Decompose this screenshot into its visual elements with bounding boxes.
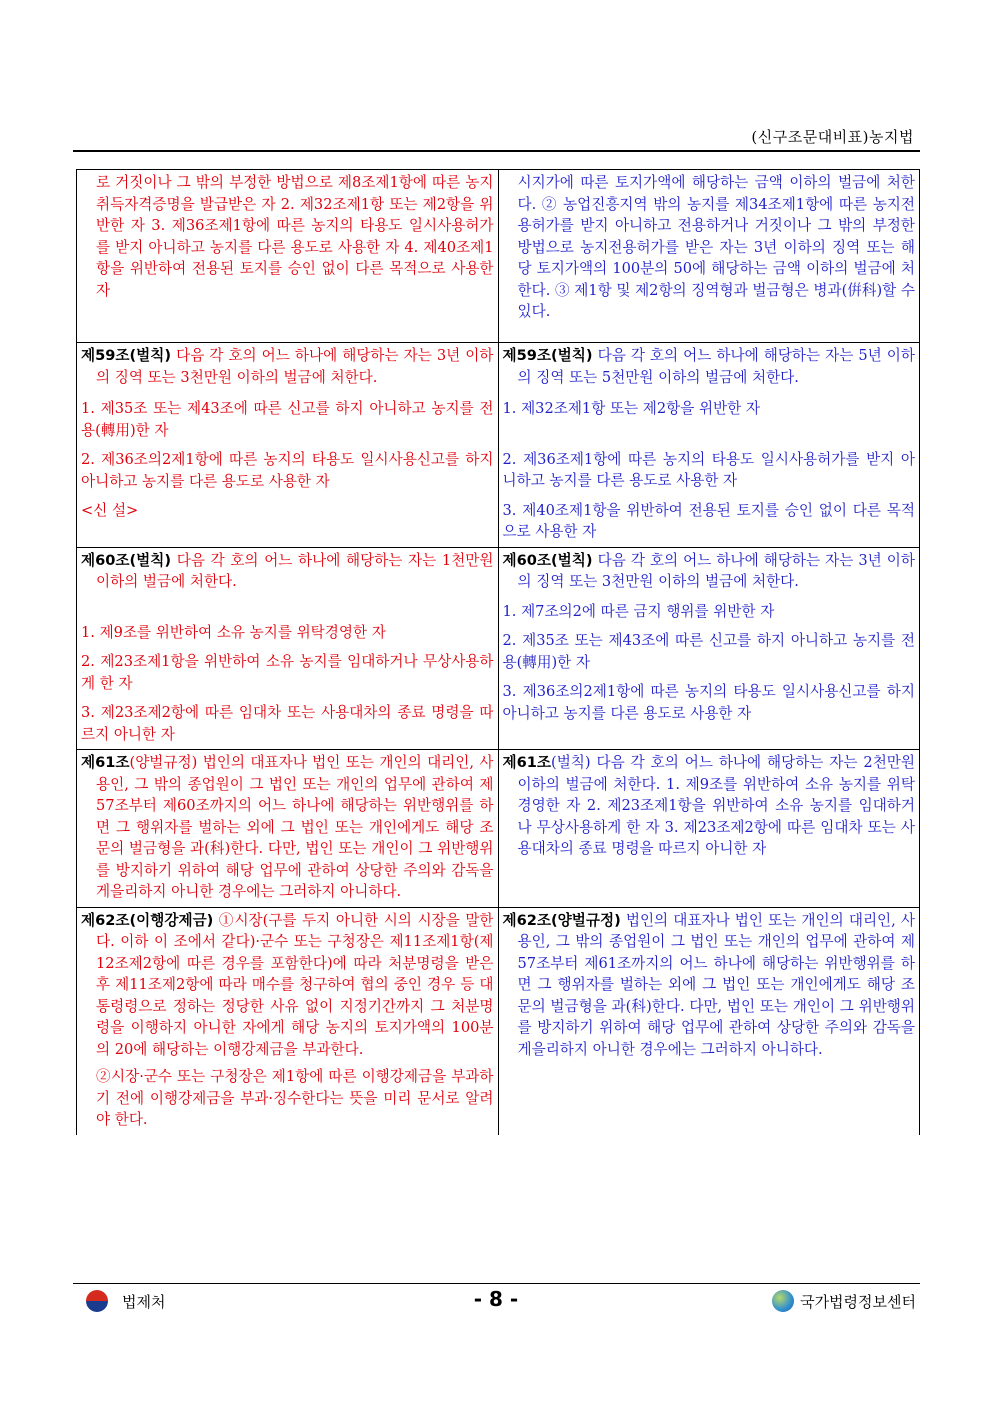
table-row [77, 343, 920, 548]
new-provision-cell [498, 750, 920, 908]
article-item: 2. 제23조제1항을 위반하여 소유 농지를 임대하거나 무상사용하게 한 자 [81, 653, 494, 692]
article-item: 2. 제36조의2제1항에 따른 농지의 타용도 일시사용신고를 하지 아니하고 농지를 다른 용도로 사용한 자 [81, 451, 494, 490]
article-title: 제59조(벌칙) [81, 347, 172, 364]
article-title: 제62조(양벌규정) [502, 911, 621, 929]
article-intro: 다음 각 호의 어느 하나에 해당하는 자는 3년 이하의 징역 또는 3천만원 이하의 벌금에 처한다. [517, 551, 915, 590]
article-subtitle: (벌칙) [551, 754, 591, 771]
article-item: 1. 제32조제1항 또는 제2항을 위반한 자 [502, 400, 761, 417]
table-row [77, 907, 920, 1135]
new-provision-cell [498, 547, 920, 750]
new-provision-cell [498, 343, 920, 548]
globe-logo-icon [772, 1290, 794, 1312]
old-provision-cell [77, 170, 499, 343]
article-intro: 다음 각 호의 어느 하나에 해당하는 자는 1천만원 이하의 벌금에 처한다. [96, 551, 494, 590]
footer-right [772, 1290, 916, 1312]
old-provision-cell [77, 907, 499, 1135]
article-intro: ①시장(구를 두지 아니한 시의 시장을 말한다. 이하 이 조에서 같다)·군수 또는 구청장은 제11조제1항(제12조제2항에 따른 경우를 포함한다)에 따라 처분명령을 받은 후 제11조제2항에 따라 매수를 청구하여 협의 중인 경우 등 대통령령으로 정하는 정당한 사유 없이 지정기간까지 그 처분명령을 이행하지 아니한 자에게 해당 농지의 토지가액의 100분의 20에 해당하는 이행강제금을 부과한다. [96, 911, 494, 1058]
article-intro: 법인의 대표자나 법인 또는 개인의 대리인, 사용인, 그 밖의 종업원이 그 법인 또는 개인의 업무에 관하여 제57조부터 제61조까지의 어느 하나에 해당하는 위반행위를 하면 그 행위자를 벌하는 외에 그 법인 또는 개인에게도 해당 조문의 벌금형을 과(科)한다. 다만, 법인 또는 개인이 그 위반행위를 방지하기 위하여 해당 업무에 관하여 상당한 주의와 감독을 게을리하지 아니한 경우에는 그러하지 아니하다. [517, 911, 915, 1058]
footer-center-label: 국가법령정보센터 [800, 1292, 916, 1311]
article-item: 1. 제9조를 위반하여 소유 농지를 위탁경영한 자 [81, 623, 386, 641]
article-title: 제60조(벌칙) [502, 551, 593, 569]
article-item: 2. 제35조 또는 제43조에 따른 신고를 하지 아니하고 농지를 전용(轉用)한 자 [502, 632, 915, 671]
header-divider [73, 150, 920, 152]
provision-text: 로 거짓이나 그 밖의 부정한 방법으로 제8조제1항에 따른 농지취득자격증명을 발급받은 자 2. 제32조제1항 또는 제2항을 위반한 자 3. 제36조제1항에 따른 농지의 타용도 일시사용허가를 받지 아니하고 농지를 다른 용도로 사용한 자 4. 제40조제1항을 위반하여 전용된 토지를 승인 없이 다른 목적으로 사용한 자 [96, 174, 494, 299]
table-row [77, 547, 920, 750]
table-row [77, 750, 920, 908]
table-row [77, 170, 920, 343]
article-intro: 법인의 대표자나 법인 또는 개인의 대리인, 사용인, 그 밖의 종업원이 그 법인 또는 개인의 업무에 관하여 제57조부터 제60조까지의 어느 하나에 해당하는 위반행위를 하면 그 행위자를 벌하는 외에 그 법인 또는 개인에게도 해당 조문의 벌금형을 과(科)한다. 다만, 법인 또는 개인이 그 위반행위를 방지하기 위하여 해당 업무에 관하여 상당한 주의와 감독을 게을리하지 아니한 경우에는 그러하지 아니하다. [96, 754, 494, 900]
article-title: 제59조(벌칙) [502, 347, 593, 364]
old-provision-cell [77, 750, 499, 908]
article-item: 1. 제35조 또는 제43조에 따른 신고를 하지 아니하고 농지를 전용(轉用)한 자 [81, 400, 494, 439]
article-item: <신 설> [81, 502, 139, 519]
old-provision-cell [77, 547, 499, 750]
article-item: ②시장·군수 또는 구청장은 제1항에 따른 이행강제금을 부과하기 전에 이행강제금을 부과·징수한다는 뜻을 미리 문서로 알려야 한다. [96, 1068, 494, 1128]
new-provision-cell [498, 170, 920, 343]
article-item: 3. 제40조제1항을 위반하여 전용된 토지를 승인 없이 다른 목적으로 사용한 자 [502, 501, 915, 540]
document-header-title: (신구조문대비표)농지법 [751, 128, 914, 146]
comparison-table [76, 169, 920, 1135]
article-title: 제62조(이행강제금) [81, 911, 214, 929]
article-item: 3. 제36조의2제1항에 따른 농지의 타용도 일시사용신고를 하지 아니하고 농지를 다른 용도로 사용한 자 [502, 683, 915, 722]
article-intro: 다음 각 호의 어느 하나에 해당하는 자는 5년 이하의 징역 또는 5천만원 이하의 벌금에 처한다. [517, 347, 915, 386]
old-provision-cell [77, 343, 499, 548]
article-subtitle: (양벌규정) [129, 754, 198, 771]
article-title: 제60조(벌칙) [81, 551, 172, 569]
footer-org-label: 법제처 [122, 1292, 166, 1311]
article-intro: 다음 각 호의 어느 하나에 해당하는 자는 3년 이하의 징역 또는 3천만원 이하의 벌금에 처한다. [96, 347, 494, 386]
new-provision-cell [498, 907, 920, 1135]
article-intro: 다음 각 호의 어느 하나에 해당하는 자는 2천만원 이하의 벌금에 처한다. 1. 제9조를 위반하여 소유 농지를 위탁경영한 자 2. 제23조제1항을 위반하여 소유 농지를 임대하거나 무상사용하게 한 자 3. 제23조제2항에 따른 임대차 또는 사용대차의 종료 명령을 따르지 아니한 자 [517, 754, 915, 857]
article-item: 3. 제23조제2항에 따른 임대차 또는 사용대차의 종료 명령을 따르지 아니한 자 [81, 704, 494, 743]
page-number: - 8 - [473, 1287, 519, 1311]
article-item: 2. 제36조제1항에 따른 농지의 타용도 일시사용허가를 받지 아니하고 농지를 다른 용도로 사용한 자 [502, 450, 915, 489]
provision-text: 시지가에 따른 토지가액에 해당하는 금액 이하의 벌금에 처한다. ② 농업진흥지역 밖의 농지를 제34조제1항에 따른 농지전용허가를 받지 아니하고 전용하거나 거짓이나 그 밖의 부정한 방법으로 농지전용허가를 받은 자는 3년 이하의 징역 또는 해당 토지가액의 100분의 50에 해당하는 금액 이하의 벌금에 처한다. ③ 제1항 및 제2항의 징역형과 벌금형은 병과(倂科)할 수 있다. [517, 174, 915, 320]
article-title: 제61조 [81, 754, 130, 771]
footer-divider [73, 1283, 920, 1284]
article-title: 제61조 [502, 754, 552, 771]
article-item: 1. 제7조의2에 따른 금지 행위를 위반한 자 [502, 602, 775, 620]
